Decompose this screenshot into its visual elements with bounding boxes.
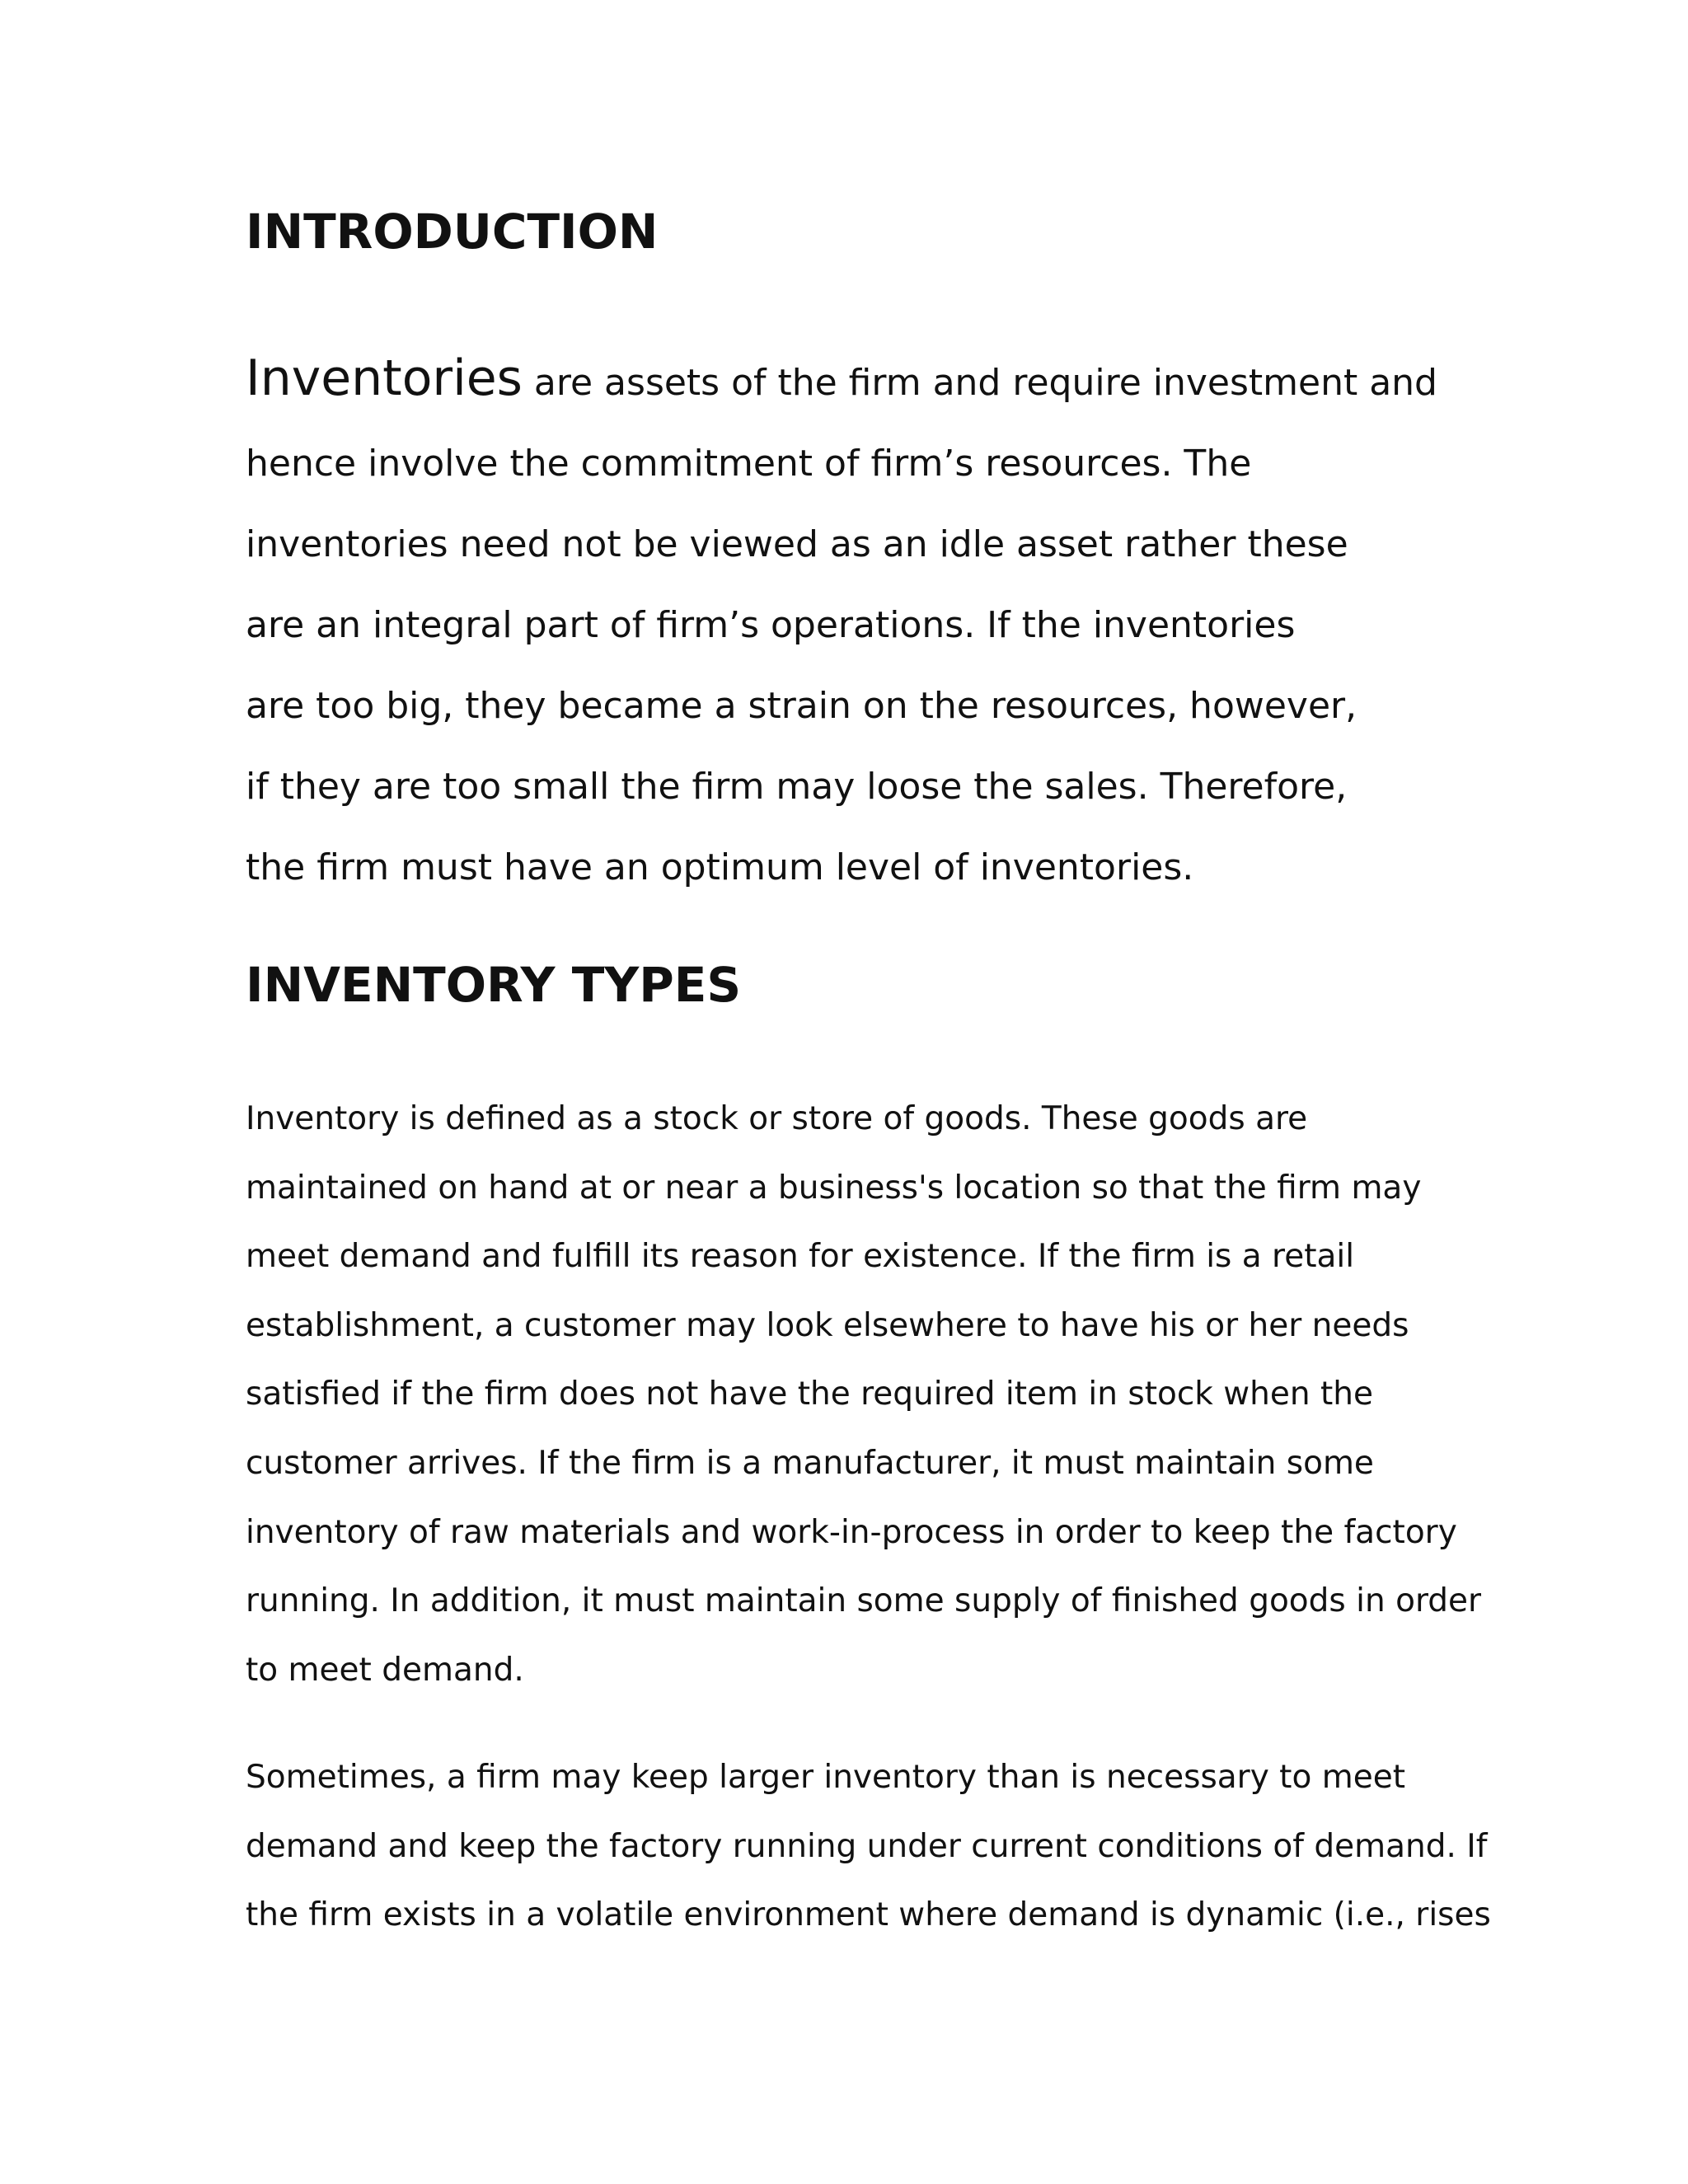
paragraph-line: demand and keep the factory running under current conditions of demand. If <box>246 1827 1488 1865</box>
intro-line-7: the firm must have an optimum level of inventories. <box>246 846 1194 888</box>
paragraph-line: to meet demand. <box>246 1651 524 1689</box>
paragraph-line: satisfied if the firm does not have the required item in stock when the <box>246 1376 1374 1413</box>
intro-lead-word: Inventories <box>246 349 523 407</box>
paragraph-line: customer arrives. If the firm is a manufacturer, it must maintain some <box>246 1444 1374 1482</box>
paragraph-line: meet demand and fulfill its reason for existence. If the firm is a retail <box>246 1238 1355 1276</box>
paragraph-line: maintained on hand at or near a business's location so that the firm may <box>246 1169 1422 1207</box>
intro-line-2: hence involve the commitment of firm’s resources. The <box>246 443 1252 485</box>
paragraph-line: running. In addition, it must maintain some supply of finished goods in order <box>246 1582 1482 1620</box>
paragraph-line: inventory of raw materials and work-in-process in order to keep the factory <box>246 1513 1457 1551</box>
intro-line-6: if they are too small the firm may loose the sales. Therefore, <box>246 766 1348 808</box>
intro-paragraph <box>246 338 1529 908</box>
paragraph-line: establishment, a customer may look elsewhere to have his or her needs <box>246 1306 1409 1344</box>
intro-line-1 <box>246 338 1529 424</box>
intro-line-1-text: are assets of the firm and require investment and <box>522 362 1437 404</box>
paragraph-line: Inventory is defined as a stock or store of goods. These goods are <box>246 1100 1308 1137</box>
larger-inventory-paragraph <box>246 1743 1491 1950</box>
intro-line-4: are an integral part of firm’s operations. If the inventories <box>246 604 1296 646</box>
intro-line-3: inventories need not be viewed as an idle asset rather these <box>246 523 1348 565</box>
intro-line-5: are too big, they became a strain on the resources, however, <box>246 685 1357 727</box>
heading-inventory-types: INVENTORY TYPES <box>246 957 742 1013</box>
paragraph-line: Sometimes, a firm may keep larger inventory than is necessary to meet <box>246 1759 1405 1796</box>
inventory-definition-paragraph <box>246 1085 1482 1704</box>
paragraph-line: the firm exists in a volatile environment where demand is dynamic (i.e., rises <box>246 1896 1491 1934</box>
heading-introduction: INTRODUCTION <box>246 204 659 260</box>
